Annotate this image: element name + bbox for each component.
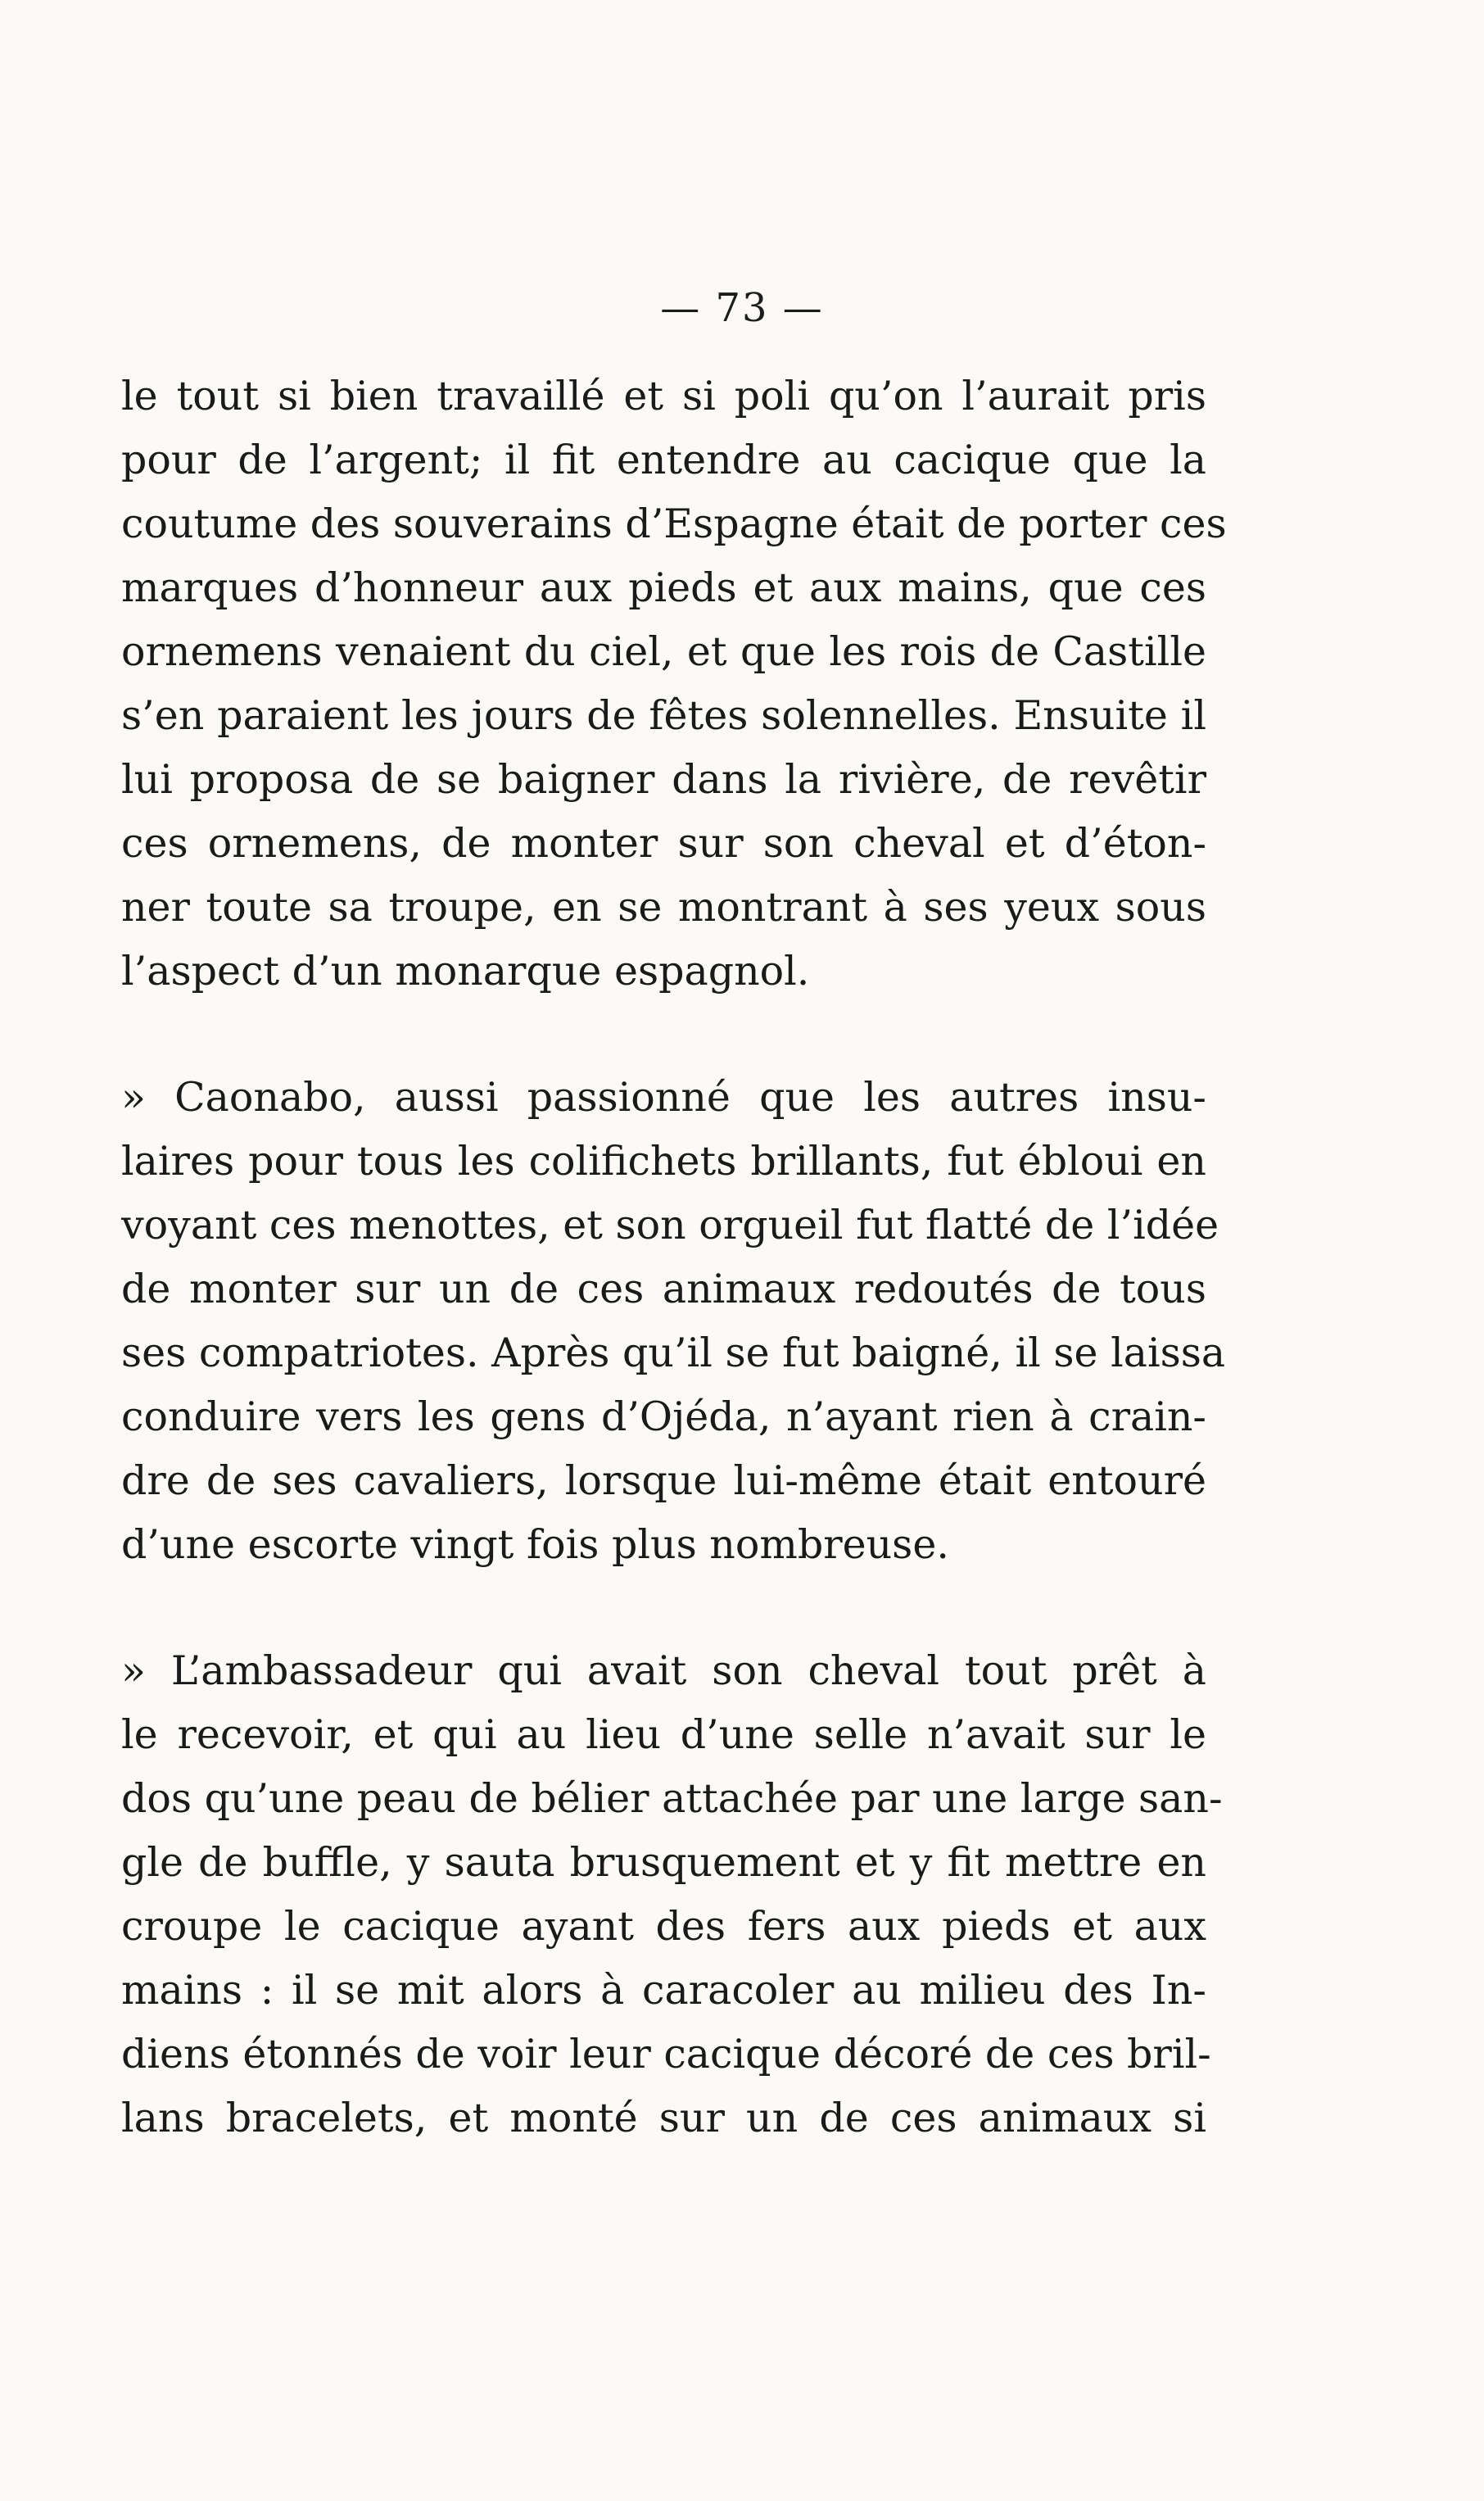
paragraph-3 — [121, 1639, 1223, 2150]
text-line: lui proposa de se baigner dans la rivière, de revêtir — [121, 756, 1206, 803]
text-line: l’aspect d’un monarque espagnol. — [121, 948, 810, 995]
text-line: ner toute sa troupe, en se montrant à ses yeux sous — [121, 884, 1206, 931]
text-line: diens étonnés de voir leur cacique décoré de ces bril- — [121, 2031, 1211, 2077]
text-line: conduire vers les gens d’Ojéda, n’ayant rien à crain- — [121, 1393, 1206, 1440]
text-line: de monter sur un de ces animaux redoutés de tous — [121, 1266, 1206, 1312]
text-line: » L’ambassadeur qui avait son cheval tout prêt à — [121, 1647, 1206, 1694]
body-text — [121, 365, 1227, 2150]
text-line: croupe le cacique ayant des fers aux pieds et aux — [121, 1903, 1206, 1950]
text-line: dos qu’une peau de bélier attachée par une large san- — [121, 1775, 1223, 1822]
text-line: pour de l’argent; il fit entendre au cacique que la — [121, 437, 1206, 483]
page-number: — 73 — — [660, 285, 824, 331]
text-line: dre de ses cavaliers, lorsque lui-même était entouré — [121, 1457, 1206, 1504]
paragraph-1 — [121, 365, 1227, 1004]
text-line: gle de buffle, y sauta brusquement et y fit mettre en — [121, 1839, 1206, 1886]
text-line: s’en paraient les jours de fêtes solennelles. Ensuite il — [121, 692, 1206, 739]
text-line: ses compatriotes. Après qu’il se fut baigné, il se laissa — [121, 1330, 1226, 1376]
text-line: laires pour tous les colifichets brillants, fut ébloui en — [121, 1138, 1206, 1185]
text-line: voyant ces menottes, et son orgueil fut flatté de l’idée — [121, 1202, 1219, 1248]
text-line: ces ornemens, de monter sur son cheval et d’éton- — [121, 820, 1206, 867]
text-line: le tout si bien travaillé et si poli qu’on l’aurait pris — [121, 373, 1206, 419]
text-line: marques d’honneur aux pieds et aux mains, que ces — [121, 564, 1206, 611]
paragraph-2 — [121, 1066, 1226, 1577]
text-line: lans bracelets, et monté sur un de ces animaux si — [121, 2095, 1206, 2141]
text-line: d’une escorte vingt fois plus nombreuse. — [121, 1521, 949, 1568]
text-line: le recevoir, et qui au lieu d’une selle n’avait sur le — [121, 1711, 1206, 1758]
text-line: mains : il se mit alors à caracoler au milieu des In- — [121, 1967, 1206, 2014]
text-line: ornemens venaient du ciel, et que les rois de Castille — [121, 628, 1206, 675]
text-line: coutume des souverains d’Espagne était de porter ces — [121, 501, 1227, 547]
text-line: » Caonabo, aussi passionné que les autres insu- — [121, 1074, 1206, 1121]
